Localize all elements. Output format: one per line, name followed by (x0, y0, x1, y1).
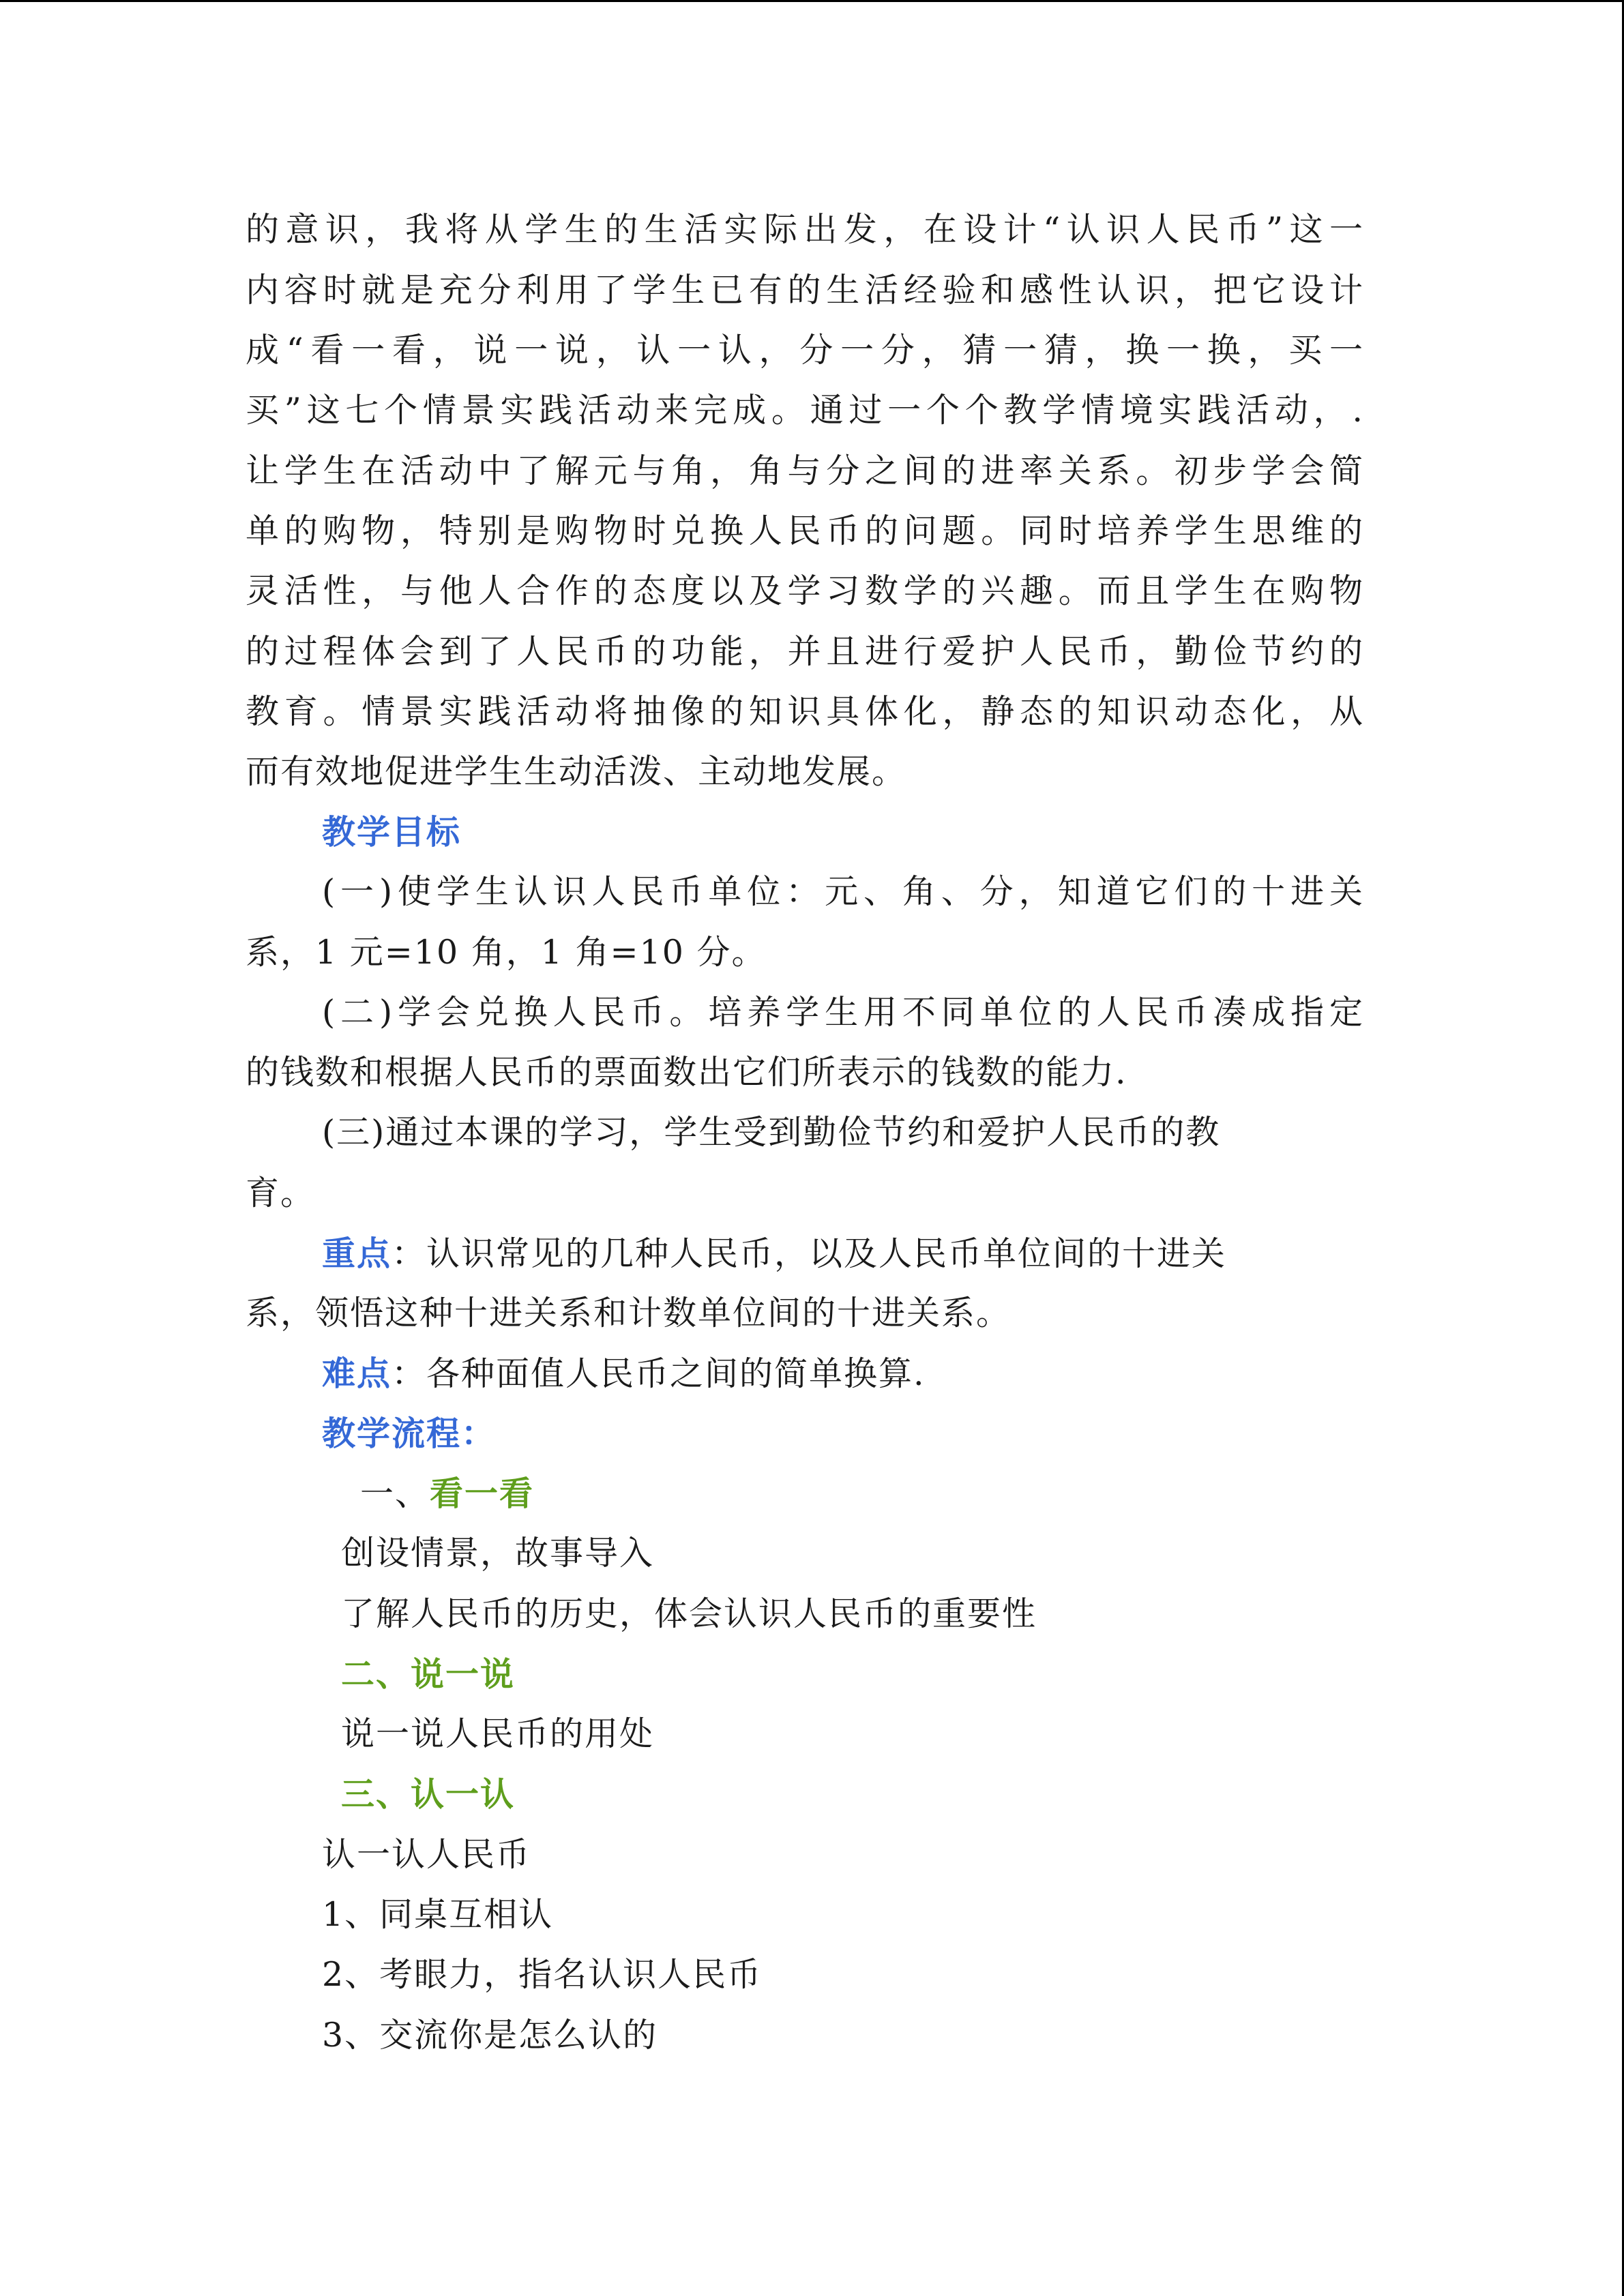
step-3-item-3: 3、交流你是怎么认的 (322, 2016, 658, 2055)
step-1-prefix: 一、 (360, 1474, 430, 1513)
objective-3-line-2: 育。 (246, 1174, 316, 1212)
objective-2-line-2: 的钱数和根据人民币的票面数出它们所表示的钱数的能力. (246, 1053, 1127, 1092)
intro-line-2: 内容时就是充分利用了学生已有的生活经验和感性认识，把它设计 (246, 271, 1364, 310)
intro-line-6: 单的购物，特别是购物时兑换人民币的问题。同时培养学生思维的 (246, 511, 1364, 550)
step-3-line-1: 认一认人民币 (322, 1835, 531, 1874)
intro-line-9: 教育。情景实践活动将抽像的知识具体化，静态的知识动态化，从 (246, 692, 1364, 731)
key-point-line-1 (322, 1233, 1226, 1274)
key-point-label: 重点 (322, 1234, 392, 1273)
key-point-text: ：认识常见的几种人民币，以及人民币单位间的十进关 (392, 1234, 1227, 1273)
key-point-line-2: 系，领悟这种十进关系和计数单位间的十进关系。 (246, 1294, 1012, 1332)
objective-3-line-1: (三)通过本课的学习，学生受到勤俭节约和爱护人民币的教 (322, 1113, 1221, 1152)
intro-line-4: 买”这七个情景实践活动来完成。通过一个个教学情境实践活动，. (246, 391, 1364, 430)
objective-1-line-2: 系，1 元=10 角，1 角=10 分。 (246, 933, 767, 972)
difficulty-label: 难点 (322, 1354, 392, 1393)
intro-line-10: 而有效地促进学生生动活泼、主动地发展。 (246, 752, 907, 791)
objectives-heading: 教学目标 (322, 812, 462, 852)
step-1-line-2: 了解人民币的历史，体会认识人民币的重要性 (341, 1594, 1037, 1633)
intro-line-8: 的过程体会到了人民币的功能，并且进行爱护人民币，勤俭节约的 (246, 632, 1364, 671)
step-3-item-1: 1、同桌互相认 (322, 1895, 554, 1934)
difficulty-line (322, 1353, 926, 1394)
step-3-heading: 三、认一认 (341, 1774, 516, 1814)
step-2-heading: 二、说一说 (341, 1654, 516, 1694)
process-heading: 教学流程： (322, 1414, 497, 1453)
objective-1-line-1: (一)使学生认识人民币单位：元、角、分，知道它们的十进关 (322, 872, 1364, 911)
step-3-item-2: 2、考眼力，指名认识人民币 (322, 1955, 763, 1994)
step-1-heading (360, 1473, 534, 1514)
intro-line-7: 灵活性，与他人合作的态度以及学习数学的兴趣。而且学生在购物 (246, 571, 1364, 610)
intro-line-1: 的意识，我将从学生的生活实际出发，在设计“认识人民币”这一 (246, 210, 1364, 249)
step-2-line-1: 说一说人民币的用处 (341, 1714, 655, 1753)
intro-line-5: 让学生在活动中了解元与角，角与分之间的进率关系。初步学会简 (246, 451, 1364, 490)
intro-line-3: 成“看一看，说一说，认一认，分一分，猜一猜，换一换，买一 (246, 331, 1364, 370)
difficulty-text: ：各种面值人民币之间的简单换算. (392, 1354, 926, 1393)
objective-2-line-1: (二)学会兑换人民币。培养学生用不同单位的人民币凑成指定 (322, 993, 1364, 1032)
step-1-title: 看一看 (430, 1474, 535, 1513)
step-1-line-1: 创设情景，故事导入 (341, 1534, 655, 1572)
